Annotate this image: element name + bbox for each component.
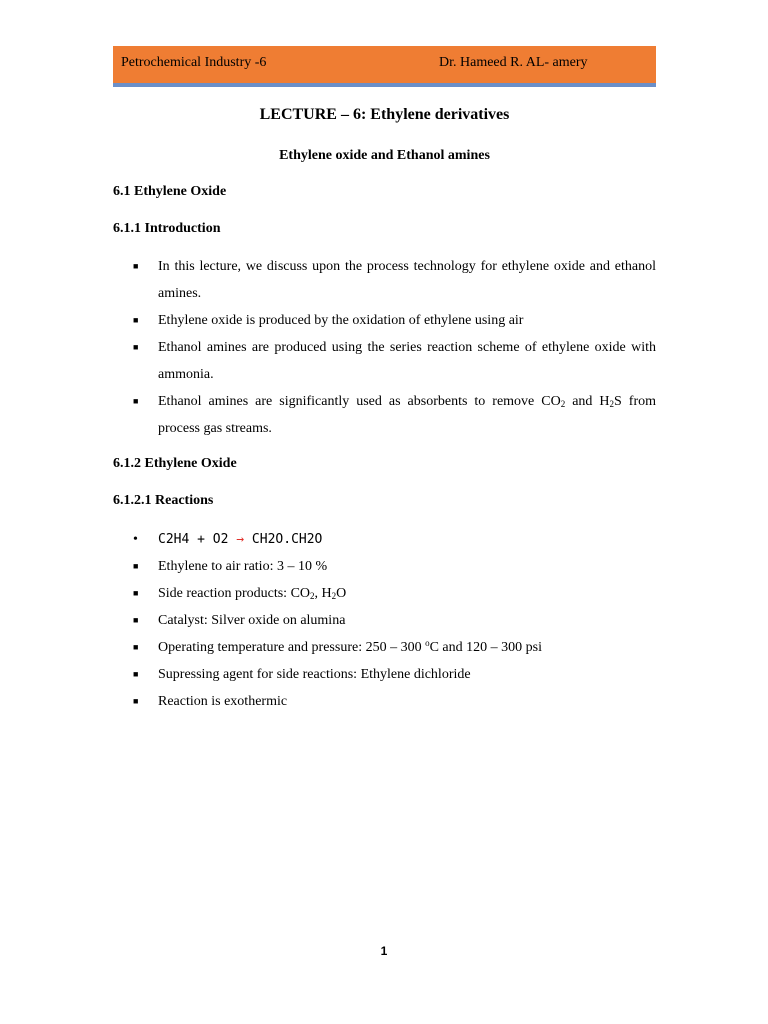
list-item-text: [158, 388, 656, 442]
text-run: S from process gas streams.: [158, 394, 657, 436]
equation-lhs: C2H4 + O2: [158, 532, 237, 547]
square-bullet-icon: ■: [133, 342, 139, 352]
reaction-equation: [113, 530, 322, 550]
lecture-title: LECTURE – 6: Ethylene derivatives: [259, 106, 510, 123]
text-run: Side reaction products: CO: [158, 586, 311, 601]
page-number: 1: [380, 944, 388, 958]
list-item-text: [158, 634, 656, 661]
square-bullet-icon: ■: [133, 588, 139, 598]
square-bullet-icon: ■: [133, 696, 139, 706]
list-item: [113, 607, 656, 634]
page-header: [113, 46, 656, 83]
text-run: Operating temperature and pressure: 250 – 300: [158, 640, 426, 655]
square-bullet-icon: ■: [133, 561, 139, 571]
list-item: [113, 334, 656, 388]
header-course-title: Petrochemical Industry -6: [121, 55, 267, 70]
round-bullet-icon: •: [133, 532, 138, 547]
square-bullet-icon: ■: [133, 615, 139, 625]
list-item-text: In this lecture, we discuss upon the process technology for ethylene oxide and ethanol amines.: [158, 259, 656, 301]
header-author: Dr. Hameed R. AL- amery: [439, 55, 588, 70]
text-run: Ethanol amines are significantly used as absorbents to remove CO: [158, 394, 561, 409]
section-heading-6-1-1: 6.1.1 Introduction: [113, 221, 221, 236]
list-item: [113, 688, 656, 715]
text-run: C and 120 – 300 psi: [429, 640, 542, 655]
list-item: [113, 661, 656, 688]
list-item-text: Ethylene oxide is produced by the oxidation of ethylene using air: [158, 313, 524, 328]
list-item: [113, 253, 656, 307]
list-item-text: Supressing agent for side reactions: Ethylene dichloride: [158, 667, 471, 682]
list-item-text: Ethanol amines are produced using the series reaction scheme of ethylene oxide with ammonia.: [158, 340, 656, 382]
equation-rhs: CH2O.CH2O: [244, 532, 323, 547]
superscript: o: [425, 638, 430, 648]
reaction-arrow-icon: →: [236, 532, 245, 547]
subscript: 2: [560, 399, 566, 409]
subscript: 2: [310, 591, 315, 601]
list-item-text: [158, 580, 656, 607]
list-item-text: Catalyst: Silver oxide on alumina: [158, 613, 346, 628]
section-heading-6-1-2: 6.1.2 Ethylene Oxide: [113, 456, 237, 471]
list-item: [113, 553, 656, 580]
subscript: 2: [331, 591, 337, 601]
list-item: [113, 580, 656, 607]
section-heading-6-1: 6.1 Ethylene Oxide: [113, 184, 227, 199]
square-bullet-icon: ■: [133, 261, 139, 271]
text-run: , H: [314, 586, 332, 601]
text-run: O: [336, 586, 347, 601]
list-item-text: Ethylene to air ratio: 3 – 10 %: [158, 559, 328, 574]
subscript: 2: [609, 399, 615, 409]
list-item: [113, 634, 656, 661]
header-rule: [113, 83, 656, 87]
text-run: and H: [565, 394, 610, 409]
square-bullet-icon: ■: [133, 396, 139, 406]
square-bullet-icon: ■: [133, 642, 139, 652]
lecture-subtitle: Ethylene oxide and Ethanol amines: [279, 148, 490, 163]
list-item: [113, 307, 656, 334]
equation-text: [158, 532, 322, 547]
section-heading-6-1-2-1: 6.1.2.1 Reactions: [113, 493, 214, 508]
square-bullet-icon: ■: [133, 669, 139, 679]
list-item-text: Reaction is exothermic: [158, 694, 288, 709]
list-item: [113, 388, 656, 442]
square-bullet-icon: ■: [133, 315, 139, 325]
